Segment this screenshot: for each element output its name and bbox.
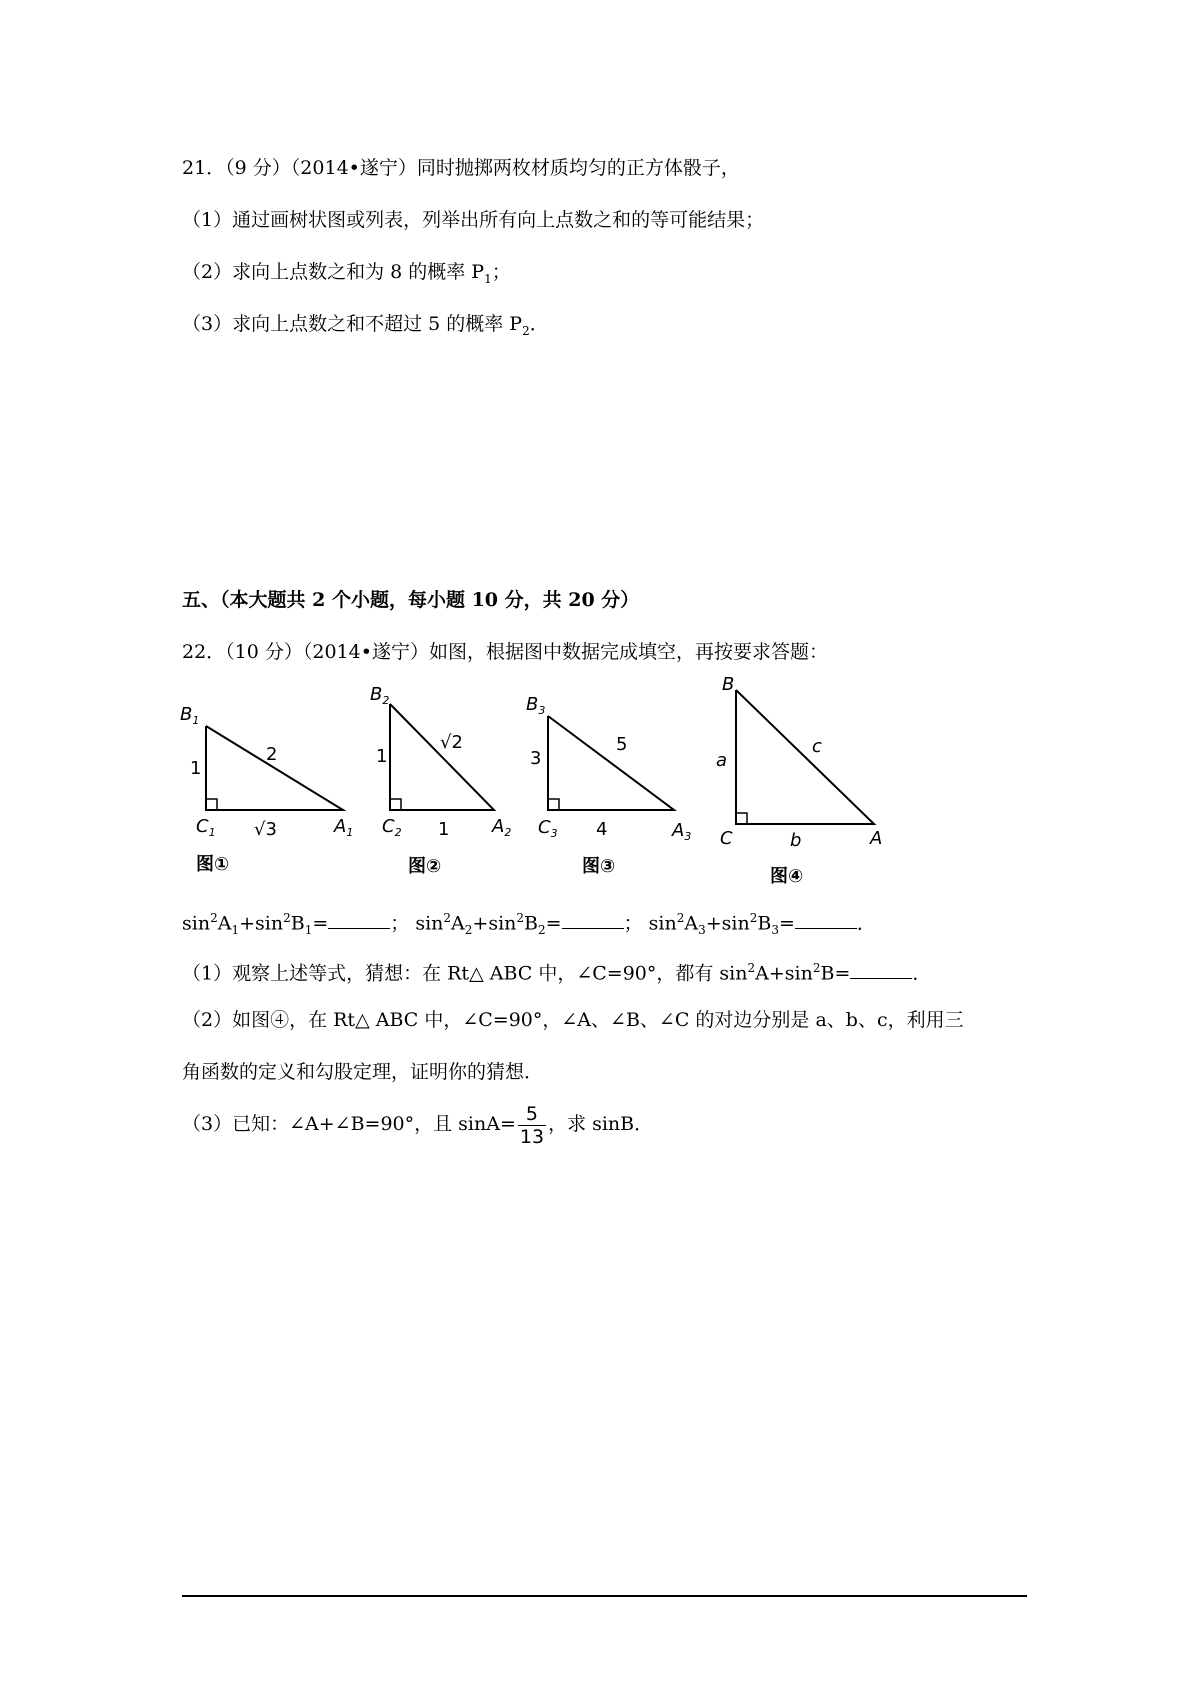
q22-header: 22．（10 分）（2014•遂宁）如图，根据图中数据完成填空，再按要求答题： (182, 641, 828, 663)
q22-part1: （1）观察上述等式，猜想：在 Rt△ ABC 中，∠C=90°，都有 $\sin^2A+\sin^2B=$ ． (182, 961, 932, 985)
vertex-A1-label: $A_1$ (334, 816, 354, 839)
q22-part2-line2: 角函数的定义和勾股定理，证明你的猜想． (182, 1061, 544, 1083)
base-label-3: 4 (596, 819, 608, 840)
answer-blank-1[interactable] (328, 912, 390, 929)
q22-part3: （3）已知：∠A+∠B=90°，且 sinA= $\frac{5}{13}$ ，求 sinB． (182, 1102, 654, 1148)
triangle-figure-2 (366, 680, 536, 880)
q21-part3: （3）求向上点数之和不超过 5 的概率 $P_2$． (182, 313, 549, 338)
vertex-C1-label: $C_1$ (196, 816, 216, 839)
triangle-figure-4 (708, 670, 898, 892)
answer-blank-3[interactable] (795, 912, 857, 929)
leg-a-label: a (716, 750, 728, 771)
vertex-A3-label: $A_3$ (672, 820, 692, 843)
vertex-C3-label: $C_3$ (538, 817, 558, 840)
leg-label-3: 3 (530, 748, 542, 769)
base-b-label: b (790, 830, 802, 851)
q22-part2-line1: （2）如图④，在 Rt△ ABC 中，∠C=90°，∠A、∠B、∠C 的对边分别是 a、b、c，利用三 (182, 1009, 964, 1031)
hypotenuse-label-2: √2 (440, 732, 463, 753)
triangle-figure-3 (524, 688, 710, 878)
vertex-C2-label: $C_2$ (382, 816, 402, 839)
vertex-B-label: B (722, 674, 735, 695)
answer-blank-4[interactable] (850, 962, 912, 979)
figure-4-caption: 图④ (770, 866, 804, 887)
figure-3-caption: 图③ (582, 856, 616, 877)
figure-2-caption: 图② (408, 856, 442, 877)
q21-header: 21．（9 分）（2014•遂宁）同时抛掷两枚材质均匀的正方体骰子， (182, 157, 740, 179)
vertex-A-label: A (870, 828, 883, 849)
triangle-2-shape (390, 704, 494, 810)
answer-blank-2[interactable] (562, 912, 624, 929)
footer-rule (182, 1595, 1027, 1597)
triangle-4-shape (736, 690, 874, 824)
hypotenuse-label-1: 2 (266, 744, 278, 765)
q21-part2: （2）求向上点数之和为 8 的概率 $P_1$； (182, 261, 511, 286)
leg-label-1: 1 (190, 758, 202, 779)
triangle-3-shape (548, 716, 674, 810)
leg-label-2: 1 (376, 746, 388, 767)
base-label-1: √3 (254, 819, 277, 840)
figure-1-caption: 图① (196, 854, 230, 875)
hypotenuse-c-label: c (812, 736, 822, 757)
triangle-figure-1 (176, 698, 376, 878)
fraction-5-13: $\frac{5}{13}$ (519, 1102, 545, 1148)
base-label-2: 1 (438, 819, 450, 840)
vertex-A2-label: $A_2$ (492, 816, 512, 839)
q21-part1: （1）通过画树状图或列表，列举出所有向上点数之和的等可能结果； (182, 209, 765, 231)
vertex-C-label: C (720, 828, 733, 849)
section5-title: 五、（本大题共 2 个小题，每小题 10 分，共 20 分） (182, 589, 640, 611)
vertex-B1-label: $B_1$ (180, 704, 200, 727)
sin-squared-fill-line: $\sin^2A_1+\sin^2B_1=$ ； $\sin^2A_2+\sin^2B_2=$ ； $\sin^2A_3+\sin^2B_3=$ ． (182, 911, 876, 938)
triangle-1-shape (206, 726, 343, 810)
vertex-B2-label: $B_2$ (370, 684, 390, 707)
vertex-B3-label: $B_3$ (526, 694, 546, 717)
hypotenuse-label-3: 5 (616, 734, 628, 755)
